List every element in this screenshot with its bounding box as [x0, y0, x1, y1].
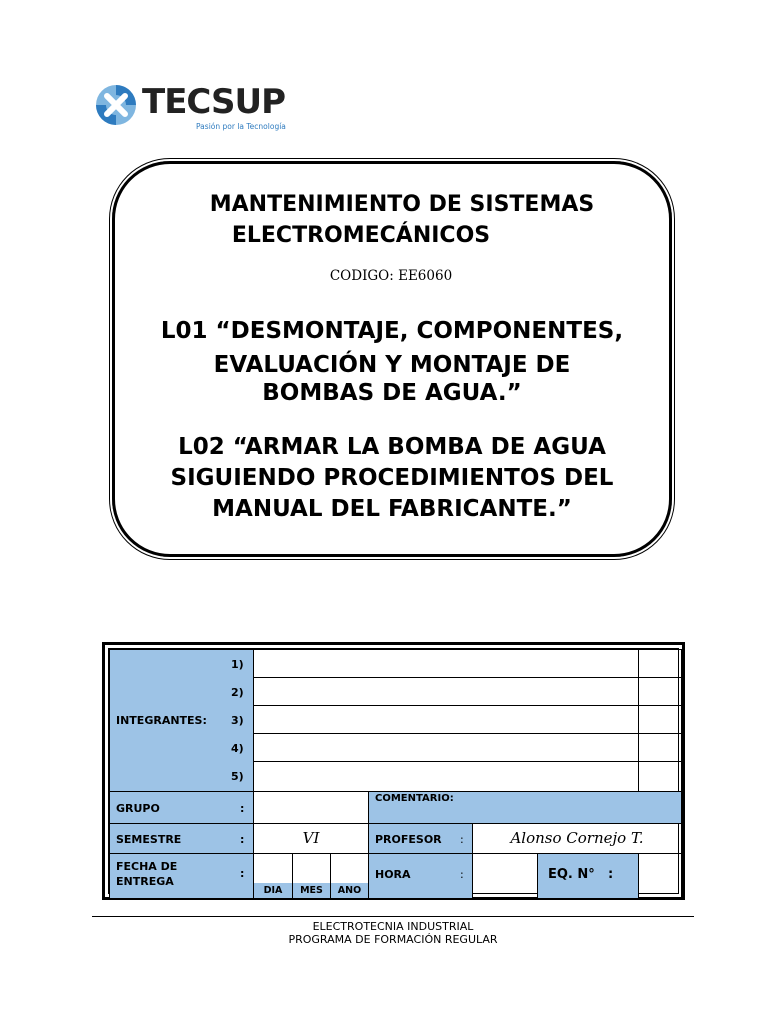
- semestre-label-cell: [109, 823, 254, 854]
- lab2-title-line-3: MANUAL DEL FABRICANTE.”: [212, 496, 572, 522]
- footer-divider: [92, 916, 694, 917]
- mes-field[interactable]: [292, 853, 331, 899]
- eq-field[interactable]: [638, 853, 682, 899]
- member-grade-field-4[interactable]: [638, 733, 682, 762]
- mes-label: MES: [293, 883, 330, 898]
- lab1-title-line-3: BOMBAS DE AGUA.”: [262, 380, 522, 406]
- comentario-label: COMENTARIO:: [375, 793, 454, 804]
- course-title-line-2: ELECTROMECÁNICOS: [231, 223, 491, 248]
- member-name-field-2[interactable]: [253, 677, 639, 706]
- grupo-label-cell: [109, 791, 254, 824]
- fecha-label-line-1: FECHA DE: [116, 860, 178, 873]
- comentario-field[interactable]: [368, 791, 682, 824]
- eq-label-cell: [537, 853, 639, 899]
- grupo-colon: :: [240, 802, 245, 815]
- eq-colon: :: [608, 867, 614, 882]
- member-number-2: 2): [231, 686, 244, 699]
- eq-label: EQ. N°: [548, 867, 595, 882]
- hora-field[interactable]: [472, 853, 538, 899]
- lab1-title-line-1: L01 “DESMONTAJE, COMPONENTES,: [160, 318, 624, 344]
- member-grade-field-5[interactable]: [638, 761, 682, 792]
- member-number-1: 1): [231, 658, 244, 671]
- semestre-colon: :: [240, 833, 245, 846]
- grupo-label: GRUPO: [116, 802, 160, 815]
- title-box: [112, 161, 672, 557]
- logo-tagline: Pasión por la Tecnología: [196, 122, 286, 131]
- hora-label: HORA: [375, 868, 411, 881]
- dia-field[interactable]: [253, 853, 293, 899]
- member-grade-field-3[interactable]: [638, 705, 682, 734]
- member-number-5: 5): [231, 770, 244, 783]
- semestre-label: SEMESTRE: [116, 833, 182, 846]
- ano-field[interactable]: [330, 853, 369, 899]
- ano-label: ANO: [331, 883, 368, 898]
- logo-wordmark: TECSUP: [142, 82, 286, 122]
- fecha-label-cell: [109, 853, 254, 899]
- profesor-colon: :: [460, 833, 464, 846]
- footer-line-2: PROGRAMA DE FORMACIÓN REGULAR: [288, 933, 498, 946]
- profesor-field[interactable]: [472, 823, 682, 854]
- fecha-label-line-2: ENTREGA: [116, 875, 174, 888]
- profesor-label-cell: [368, 823, 473, 854]
- integrantes-label: INTEGRANTES:: [116, 714, 207, 727]
- grupo-field[interactable]: [253, 791, 369, 824]
- course-title-line-1: MANTENIMIENTO DE SISTEMAS: [209, 192, 595, 217]
- info-table: [102, 642, 685, 900]
- lab2-title-line-2: SIGUIENDO PROCEDIMIENTOS DEL: [170, 465, 614, 491]
- hora-colon: :: [460, 868, 464, 881]
- semestre-field[interactable]: [253, 823, 369, 854]
- member-number-4: 4): [231, 742, 244, 755]
- fecha-colon: :: [240, 867, 245, 880]
- member-name-field-4[interactable]: [253, 733, 639, 762]
- member-name-field-3[interactable]: [253, 705, 639, 734]
- semestre-value: VI: [302, 829, 320, 847]
- profesor-label: PROFESOR: [375, 833, 442, 846]
- footer-line-1: ELECTROTECNIA INDUSTRIAL: [312, 920, 474, 933]
- profesor-value: Alonso Cornejo T.: [510, 829, 644, 847]
- member-grade-field-1[interactable]: [638, 649, 682, 678]
- tecsup-logo-icon: [92, 80, 140, 130]
- integrantes-label-cell: [109, 649, 254, 792]
- lab1-title-line-2: EVALUACIÓN Y MONTAJE DE: [213, 352, 571, 378]
- tecsup-logo: [92, 80, 292, 136]
- hora-label-cell: [368, 853, 473, 899]
- member-grade-field-2[interactable]: [638, 677, 682, 706]
- member-name-field-5[interactable]: [253, 761, 639, 792]
- info-table-inner: [108, 648, 679, 894]
- course-code: CODIGO: EE6060: [329, 268, 453, 284]
- lab2-title-line-1: L02 “ARMAR LA BOMBA DE AGUA: [178, 434, 606, 460]
- member-number-3: 3): [231, 714, 244, 727]
- member-name-field-1[interactable]: [253, 649, 639, 678]
- dia-label: DIA: [254, 883, 292, 898]
